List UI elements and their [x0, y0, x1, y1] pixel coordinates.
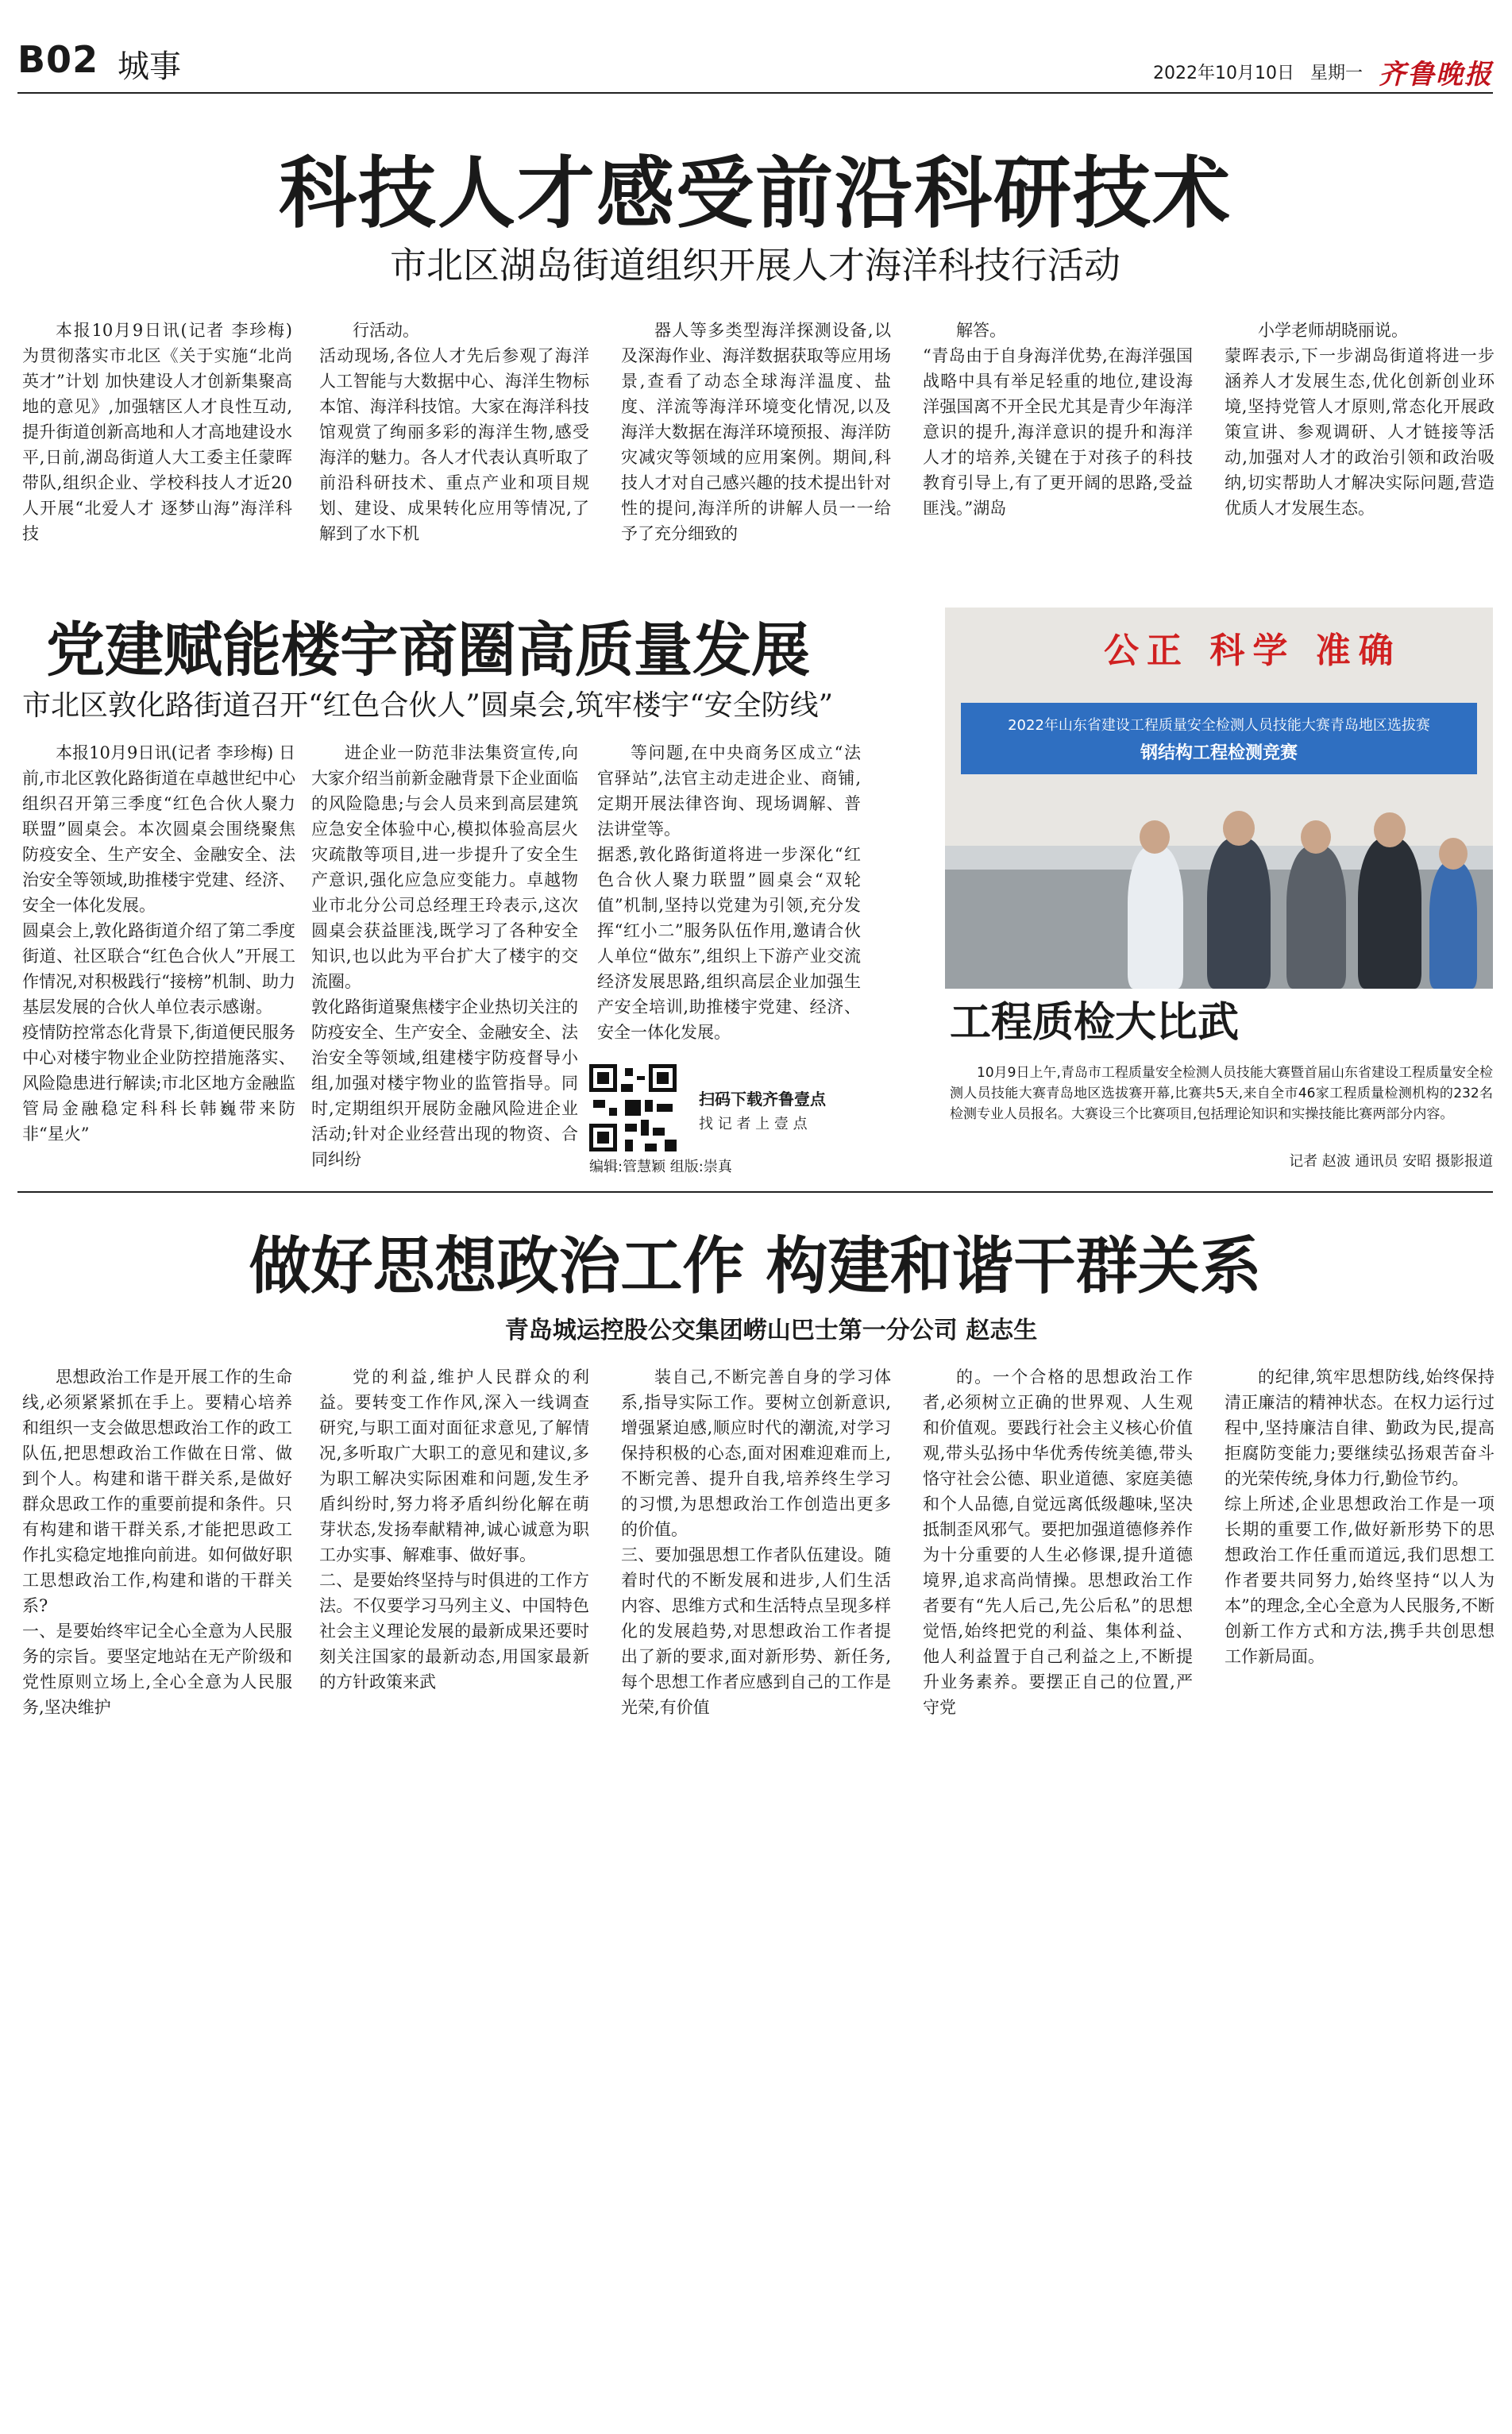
article2-column-1	[22, 740, 295, 1185]
article3-column-1	[22, 1364, 292, 1717]
photo-title: 工程质检大比武	[950, 998, 1240, 1047]
photo-banner-line-1: 2022年山东省建设工程质量安全检测人员技能大赛青岛地区选拔赛	[1008, 717, 1430, 734]
photo-banner-line-2: 钢结构工程检测竞赛	[1140, 743, 1298, 763]
article1-column-2	[319, 318, 589, 556]
person-figure	[1358, 838, 1421, 989]
person-head	[1223, 811, 1255, 846]
photo-credit: 记者 赵波 通讯员 安昭 摄影报道	[1289, 1153, 1493, 1170]
article3-col4-text: 的。一个合格的思想政治工作者,必须树立正确的世界观、人生观和价值观。要践行社会主义核心价值观,带头弘扬中华优秀传统美德,带头恪守社会公德、职业道德、家庭美德和个人品德,自觉远离低级趣味,坚决抵制歪风邪气。要把加强道德修养作为十分重要的人生必修课,提升道德境界,追求高尚情操。思想政治工作者要有“先人后己,先公后私”的思想觉悟,始终把党的利益、集体利益、他人利益置于自己利益之上,不断提升业务素养。要摆正自己的位置,严守党	[923, 1367, 1193, 1717]
issue-weekday: 星期一	[1310, 64, 1363, 83]
person-figure	[1286, 846, 1346, 989]
article1-title: 科技人才感受前沿科研技术	[278, 148, 1232, 239]
page-header	[17, 38, 1493, 94]
person-head	[1301, 820, 1331, 854]
article3-column-4	[923, 1364, 1193, 1717]
qr-line-1: 扫码下载齐鲁壹点	[699, 1090, 826, 1109]
header-rule	[17, 92, 1493, 94]
article3-col5-text: 的纪律,筑牢思想防线,始终保持清正廉洁的精神状态。在权力运行过程中,坚持廉洁自律、勤政为民,提高拒腐防变能力;要继续弘扬艰苦奋斗的光荣传统,身体力行,勤俭节约。 综上所述,企业思想政治工作是一项长期的重要工作,做好新形势下的思想政治工作任重而道远,我们思想工作者要共同努力,始终坚持“以人为本”的理念,全心全意为人民服务,不断创新工作方式和方法,携手共创思想工作新局面。	[1225, 1367, 1495, 1666]
article2-col3-text: 等问题,在中央商务区成立“法官驿站”,法官主动走进企业、商铺,定期开展法律咨询、现场调解、普法讲堂等。 据悉,敦化路街道将进一步深化“红色合伙人聚力联盟”圆桌会“双轮值”机制,坚持以党建为引领,充分发挥“红小二”服务队伍作用,邀请合伙人单位“做东”,组织上下游产业交流经济发展思路,组织高层企业加强生产安全培训,助推楼宇党建、经济、安全一体化发展。	[597, 743, 861, 1042]
article1-column-1	[22, 318, 292, 556]
person-head	[1140, 820, 1170, 854]
qr-code-icon[interactable]	[589, 1064, 677, 1151]
page-number: B02	[17, 38, 99, 81]
article2-col2-text: 进企业一防范非法集资宣传,向大家介绍当前新金融背景下企业面临的风险隐患;与会人员来到高层建筑应急安全体验中心,模拟体验高层火灾疏散等项目,进一步提升了安全生产意识,强化应急应变能力。卓越物业市北分公司总经理王玲表示,这次圆桌会获益匪浅,既学习了各种安全知识,也以此为平台扩大了楼宇的交流圈。 敦化路街道聚焦楼宇企业热切关注的防疫安全、生产安全、金融安全、法治安全等领域,组建楼宇防疫督导小组,加强对楼宇物业的监管指导。同时,定期组织开展防金融风险进企业活动;针对企业经营出现的物资、合同纠纷	[311, 743, 578, 1169]
photo-caption: 10月9日上午,青岛市工程质量安全检测人员技能大赛暨首届山东省建设工程质量安全检测人员技能大赛青岛地区选拔赛开幕,比赛共5天,来自全市46家工程质量检测机构的232名检测专业人员报名。大赛设三个比赛项目,包括理论知识和实操技能比赛两部分内容。	[950, 1065, 1493, 1122]
article2-title: 党建赋能楼宇商圈高质量发展	[46, 616, 810, 685]
person-figure	[1128, 846, 1183, 989]
qr-line-2: 找 记 者 上 壹 点	[699, 1116, 808, 1132]
news-photo	[945, 608, 1493, 989]
article3-col2-text: 党的利益,维护人民群众的利益。要转变工作作风,深入一线调查研究,与职工面对面征求意见,了解情况,多听取广大职工的意见和建议,多为职工解决实际困难和问题,发生矛盾纠纷时,努力将矛盾纠纷化解在萌芽状态,发扬奉献精神,诚心诚意为职工办实事、解难事、做好事。 二、是要始终坚持与时俱进的工作方法。不仅要学习马列主义、中国特色社会主义理论发展的最新成果还要时刻关注国家的最新动态,用国家最新的方针政策来武	[319, 1367, 589, 1691]
article1-column-5	[1225, 318, 1495, 556]
photo-slogan: 公正 科学 准确	[1104, 631, 1402, 671]
issue-date: 2022年10月10日	[1153, 64, 1294, 83]
person-head	[1439, 838, 1468, 870]
article1-subtitle: 市北区湖岛街道组织开展人才海洋科技行活动	[390, 244, 1120, 287]
newspaper-logo: 齐鲁晚报	[1379, 59, 1493, 91]
person-head	[1374, 812, 1406, 847]
article3-column-5	[1225, 1364, 1495, 1698]
article3-column-3	[621, 1364, 891, 1717]
header-meta	[1153, 52, 1493, 91]
article1-column-4	[923, 318, 1193, 556]
person-figure	[1207, 838, 1271, 989]
article1-column-3	[621, 318, 891, 556]
qr-caption	[699, 1086, 826, 1133]
article3-byline: 青岛城运控股公交集团崂山巴士第一分公司 赵志生	[504, 1317, 1038, 1344]
article3-col3-text: 装自己,不断完善自身的学习体系,指导实际工作。要树立创新意识,增强紧迫感,顺应时代的潮流,对学习保持积极的心态,面对困难迎难而上,不断完善、提升自我,培养终生学习的习惯,为思想政治工作创造出更多的价值。 三、要加强思想工作者队伍建设。随着时代的不断发展和进步,人们生活内容、思维方式和生活特点呈现多样化的发展趋势,对思想政治工作者提出了新的要求,面对新形势、新任务,每个思想工作者应感到自己的工作是光荣,有价值	[621, 1367, 891, 1717]
editor-credit: 编辑:管慧颖 组版:崇真	[589, 1159, 732, 1175]
article1-col5-text: 小学老师胡晓丽说。 蒙晖表示,下一步湖岛街道将进一步涵养人才发展生态,优化创新创业环境,坚持党管人才原则,常态化开展政策宣讲、参观调研、人才链接等活动,加强对人才的政治引领和政治吸纳,切实帮助人才解决实际问题,营造优质人才发展生态。	[1225, 321, 1495, 518]
section-rule	[17, 1191, 1493, 1193]
article2-column-3	[597, 740, 861, 1058]
photo-banner	[961, 703, 1477, 774]
article3-column-2	[319, 1364, 589, 1698]
article3-title: 做好思想政治工作 构建和谐干群关系	[249, 1230, 1262, 1302]
article2-col1-text: 本报10月9日讯(记者 李珍梅) 日前,市北区敦化路街道在卓越世纪中心组织召开第三季度“红色合伙人聚力联盟”圆桌会。本次圆桌会围绕聚焦防疫安全、生产安全、金融安全、法治安全等领域,助推楼宇党建、经济、安全一体化发展。 圆桌会上,敦化路街道介绍了第二季度街道、社区联合“红色合伙人”开展工作情况,对积极践行“接榜”机制、助力基层发展的合伙人单位表示感谢。 疫情防控常态化背景下,街道便民服务中心对楼宇物业企业防控措施落实、风险隐患进行解读;市北区地方金融监管局金融稳定科科长韩巍带来防非“星火”	[22, 743, 295, 1144]
article1-col4-text: 解答。 “青岛由于自身海洋优势,在海洋强国战略中具有举足轻重的地位,建设海洋强国离不开全民尤其是青少年海洋意识的提升,海洋意识的提升和海洋人才的培养,关键在于对孩子的科技教育引导上,有了更开阔的思路,受益匪浅。”湖岛	[923, 321, 1193, 518]
section-name: 城事	[118, 48, 181, 85]
article1-col2-text: 行活动。 活动现场,各位人才先后参观了海洋人工智能与大数据中心、海洋生物标本馆、海洋科技馆。大家在海洋科技馆观赏了绚丽多彩的海洋生物,感受海洋的魅力。各人才代表认真听取了前沿科研技术、重点产业和项目规划、建设、成果转化应用等情况,了解到了水下机	[319, 321, 589, 543]
article2-column-2	[311, 740, 578, 1185]
article2-subtitle: 市北区敦化路街道召开“红色合伙人”圆桌会,筑牢楼宇“安全防线”	[22, 689, 834, 722]
person-figure	[1429, 862, 1477, 989]
article3-col1-text: 思想政治工作是开展工作的生命线,必须紧紧抓在手上。要精心培养和组织一支会做思想政治工作的政工队伍,把思想政治工作做在日常、做到个人。构建和谐干群关系,是做好群众思政工作的重要前提和条件。只有构建和谐干群关系,才能把思政工作扎实稳定地推向前进。如何做好职工思想政治工作,构建和谐的干群关系? 一、是要始终牢记全心全意为人民服务的宗旨。要坚定地站在无产阶级和党性原则立场上,全心全意为人民服务,坚决维护	[22, 1367, 292, 1717]
article1-col1-text: 本报10月9日讯(记者 李珍梅) 为贯彻落实市北区《关于实施“北尚英才”计划 加快建设人才创新集聚高地的意见》,加强辖区人才良性互动,提升街道创新高地和人才高地建设水平,日前,湖岛街道人大工委主任蒙晖带队,组织企业、学校科技人才近20人开展“北爱人才 逐梦山海”海洋科技	[22, 321, 292, 543]
article1-col3-text: 器人等多类型海洋探测设备,以及深海作业、海洋数据获取等应用场景,查看了动态全球海洋温度、盐度、洋流等海洋环境变化情况,以及海洋大数据在海洋环境预报、海洋防灾减灾等领域的应用案例。期间,科技人才对自己感兴趣的技术提出针对性的提问,海洋所的讲解人员一一给予了充分细致的	[621, 321, 891, 543]
